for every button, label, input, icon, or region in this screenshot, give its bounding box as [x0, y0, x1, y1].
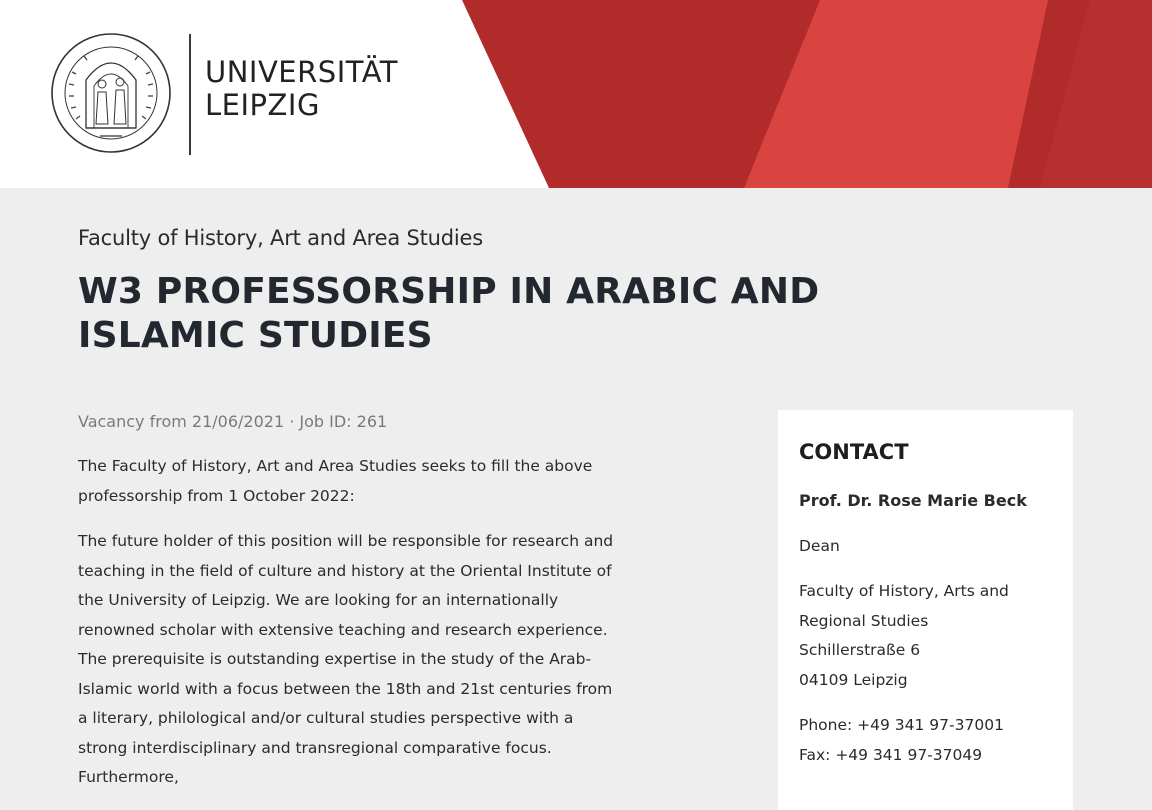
address-line: Regional Studies [799, 611, 929, 630]
university-logo-link[interactable] [50, 30, 410, 158]
university-seal-icon [50, 32, 172, 154]
address-line: 04109 Leipzig [799, 670, 908, 689]
contact-address [799, 577, 1009, 695]
wordmark-line-1: UNIVERSITÄT [205, 55, 399, 89]
contact-card [778, 410, 1073, 810]
contact-phone-fax [799, 711, 1004, 770]
wordmark-line-2: LEIPZIG [205, 88, 320, 122]
header [0, 0, 1152, 188]
contact-heading: CONTACT [799, 440, 909, 464]
contact-fax: Fax: +49 341 97-37049 [799, 745, 983, 764]
address-line: Faculty of History, Arts and [799, 582, 1009, 600]
description-paragraph: The future holder of this position will be responsible for research and teaching in the field of culture and history at the Oriental Institute of the University of Leipzig. We are looking for an internationally renowned scholar with extensive teaching and research experience. The prerequisite is outstanding expertise in the study of the Arab-Islamic world with a focus between the 18th and 21st centuries from a literary, philological and/or cultural studies perspective with a strong interdisciplinary and transregional comparative focus. Furthermore, [78, 532, 614, 786]
intro-paragraph: The Faculty of History, Art and Area Studies seeks to fill the above professorship from 1 October 2022: [78, 457, 593, 505]
contact-name: Prof. Dr. Rose Marie Beck [799, 491, 1027, 510]
address-line: Schillerstraße 6 [799, 641, 921, 659]
vacancy-meta: Vacancy from 21/06/2021 · Job ID: 261 [78, 412, 388, 431]
contact-phone[interactable]: Phone: +49 341 97-37001 [799, 716, 1004, 734]
logo-divider [189, 34, 191, 155]
page-title: W3 PROFESSORSHIP IN ARABIC AND ISLAMIC STUDIES [78, 271, 820, 356]
university-wordmark [205, 56, 398, 122]
faculty-name: Faculty of History, Art and Area Studies [78, 226, 484, 250]
contact-role: Dean [799, 537, 840, 555]
